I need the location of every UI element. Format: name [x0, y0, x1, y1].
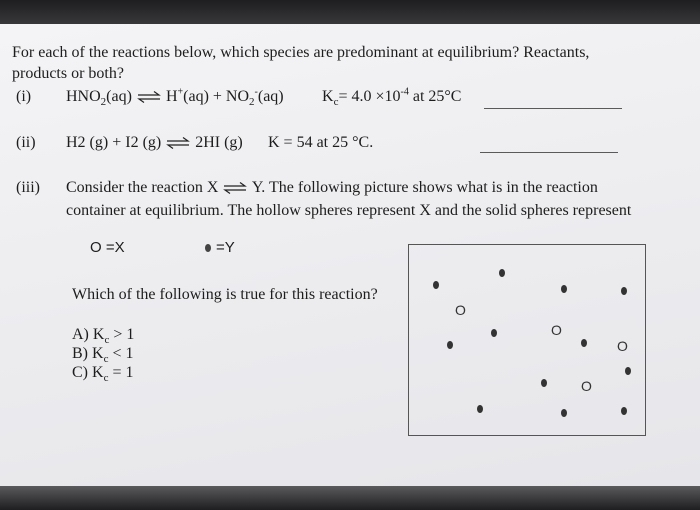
worksheet-page — [0, 24, 700, 488]
q1-equation: $HNO_2(aq)$ $H^+(aq) + NO_2^-(aq)$ — [66, 86, 284, 109]
option-c: C) $K_c = 1$ — [72, 364, 134, 385]
solid-sphere-icon — [477, 405, 483, 413]
solid-sphere-icon — [541, 379, 547, 387]
hollow-sphere-icon: O — [90, 239, 102, 256]
legend-solid-label: =Y — [216, 239, 235, 256]
q1-number: (i) — [16, 88, 32, 105]
equilibrium-arrow-icon — [165, 137, 191, 149]
option-b: B) $K_c < 1$ — [72, 345, 134, 366]
solid-sphere-icon — [621, 287, 627, 295]
q2-answer-blank — [480, 152, 618, 153]
hollow-sphere-icon: O — [551, 322, 562, 338]
equilibrium-container — [408, 244, 646, 436]
q3-question: Which of the following is true for this reaction? — [72, 286, 378, 303]
equilibrium-arrow-icon — [222, 182, 248, 194]
q2-equation: H2 (g) + I2 (g) 2HI (g) — [66, 134, 243, 151]
solid-sphere-icon — [621, 407, 627, 415]
q3-intro-line-1: Consider the reaction X Y. The following picture shows what is in the reaction — [66, 179, 598, 196]
intro-line-1: For each of the reactions below, which species are predominant at equilibrium? Reactants, — [12, 44, 590, 61]
q2-k-value: K = 54 at 25 °C. — [268, 134, 374, 151]
photo-background-top — [0, 0, 700, 26]
q1-answer-blank — [484, 108, 622, 109]
q3-number: (iii) — [16, 179, 40, 196]
solid-sphere-icon — [499, 269, 505, 277]
option-a: A) $K_c > 1$ — [72, 326, 135, 347]
hollow-sphere-icon: O — [455, 302, 466, 318]
photo-background-bottom — [0, 486, 700, 510]
solid-sphere-icon — [205, 244, 211, 252]
solid-sphere-icon — [491, 329, 497, 337]
solid-sphere-icon — [561, 409, 567, 417]
solid-sphere-icon — [561, 285, 567, 293]
hollow-sphere-icon: O — [581, 378, 592, 394]
solid-sphere-icon — [581, 339, 587, 347]
q3-intro-line-2: container at equilibrium. The hollow spheres represent X and the solid spheres represent — [66, 202, 632, 219]
q2-number: (ii) — [16, 134, 36, 151]
q1-k-value: $K_c= 4.0 \times 10^{-4}$ at 25°C — [322, 86, 462, 109]
legend-hollow: O =X — [90, 239, 125, 256]
equilibrium-arrow-icon — [136, 91, 162, 103]
solid-sphere-icon — [433, 281, 439, 289]
solid-sphere-icon — [447, 341, 453, 349]
intro-line-2: products or both? — [12, 65, 124, 82]
hollow-sphere-icon: O — [617, 338, 628, 354]
solid-sphere-icon — [625, 367, 631, 375]
